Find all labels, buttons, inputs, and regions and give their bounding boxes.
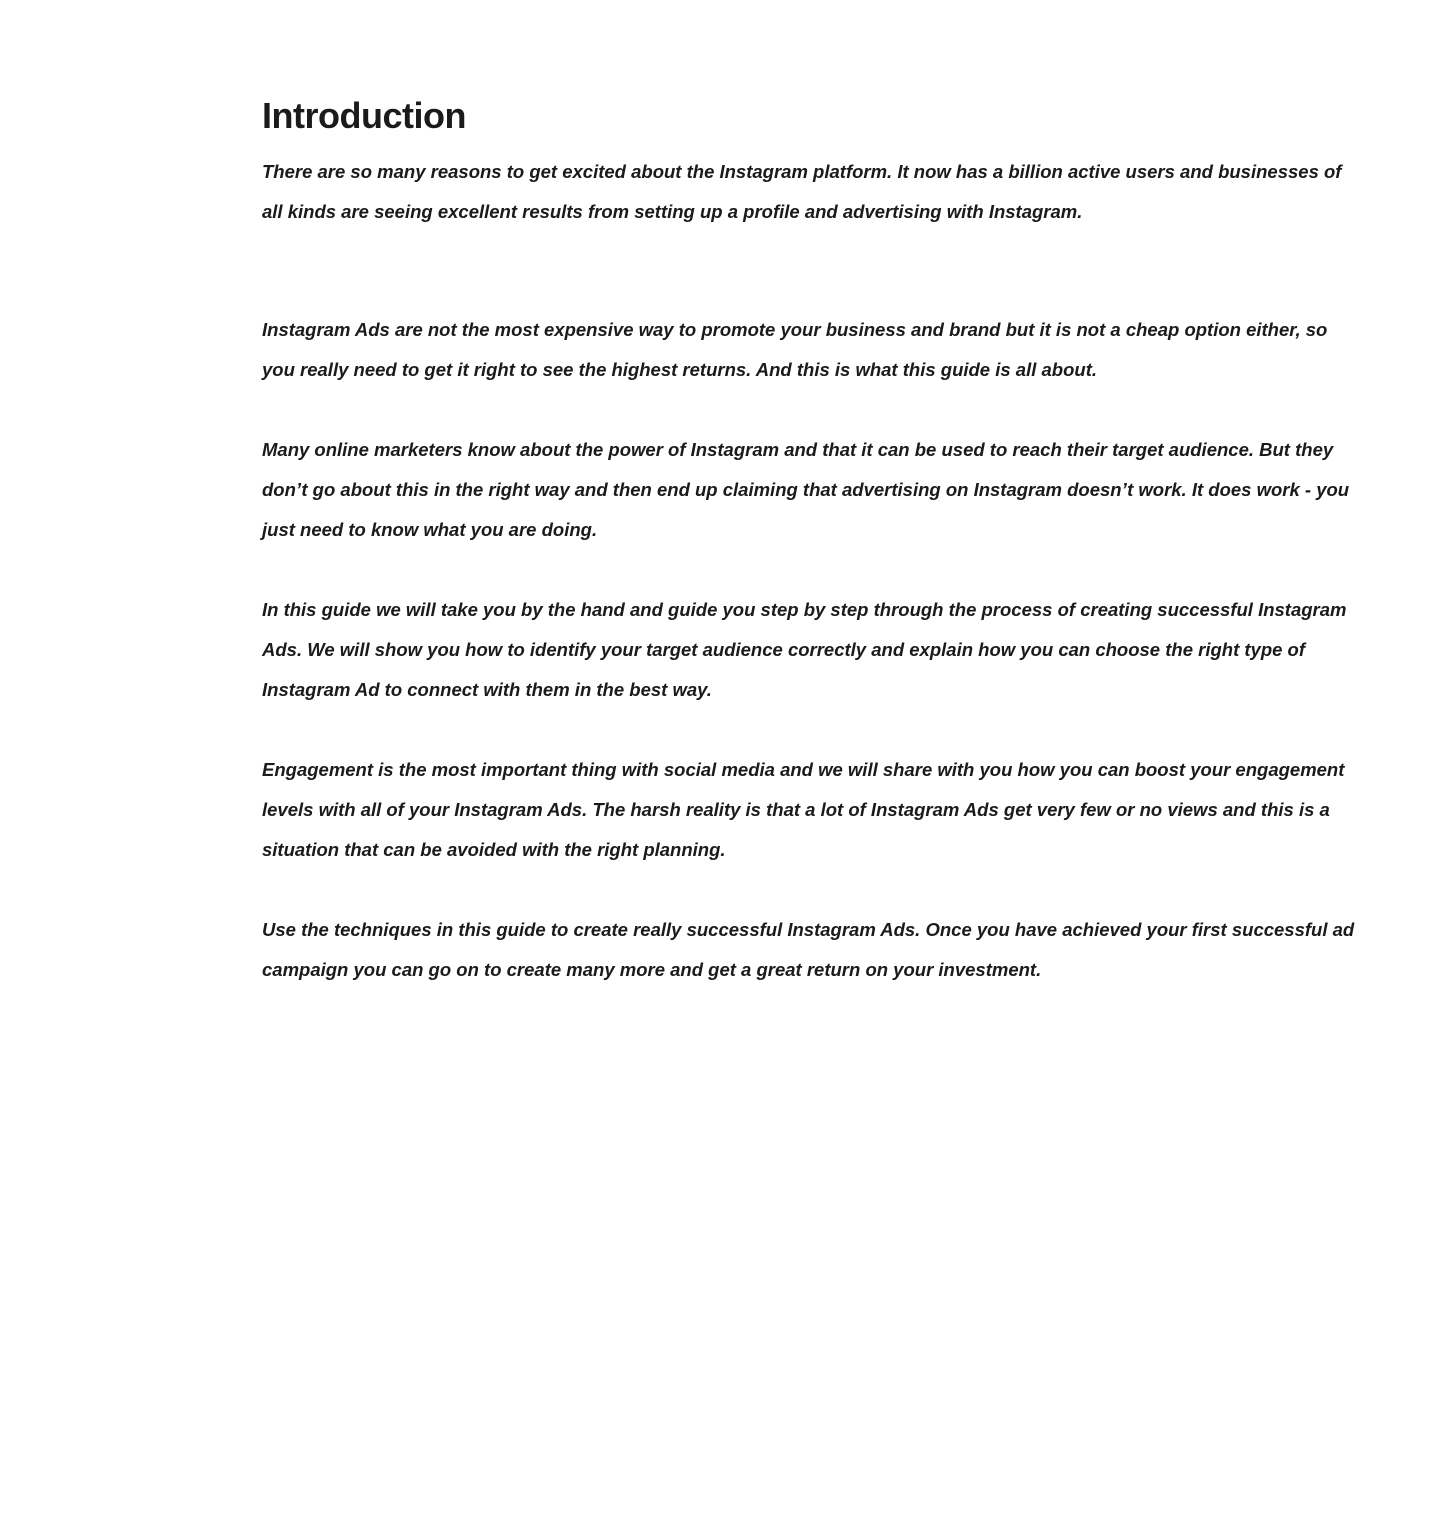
paragraph-cost: Instagram Ads are not the most expensive way to promote your business and brand but it is not a cheap option either, so you really need to get it right to see the highest returns. And this is what this guide is all about.	[262, 318, 1328, 380]
document-content	[262, 96, 1357, 1030]
paragraph-engagement: Engagement is the most important thing with social media and we will share with you how you can boost your engagement levels with all of your Instagram Ads. The harsh reality is that a lot of Instagram Ads get very few or no views and this is a situation that can be avoided with the right planning.	[262, 758, 1345, 860]
paragraph-marketers: Many online marketers know about the power of Instagram and that it can be used to reach their target audience. But they don’t go about this in the right way and then end up claiming that advertising on Instagram doesn’t work. It does work - you just need to know what you are doing.	[262, 438, 1350, 540]
paragraph-techniques: Use the techniques in this guide to create really successful Instagram Ads. Once you have achieved your first successful ad campaign you can go on to create many more and get a great return on your investment.	[262, 918, 1355, 980]
paragraph-intro: There are so many reasons to get excited about the Instagram platform. It now has a billion active users and businesses of all kinds are seeing excellent results from setting up a profile and advertising with Instagram.	[262, 160, 1342, 222]
page-title: Introduction	[262, 95, 466, 136]
paragraph-guide-steps: In this guide we will take you by the hand and guide you step by step through the process of creating successful Instagram Ads. We will show you how to identify your target audience correctly and explain how you can choose the right type of Instagram Ad to connect with them in the best way.	[262, 598, 1347, 700]
